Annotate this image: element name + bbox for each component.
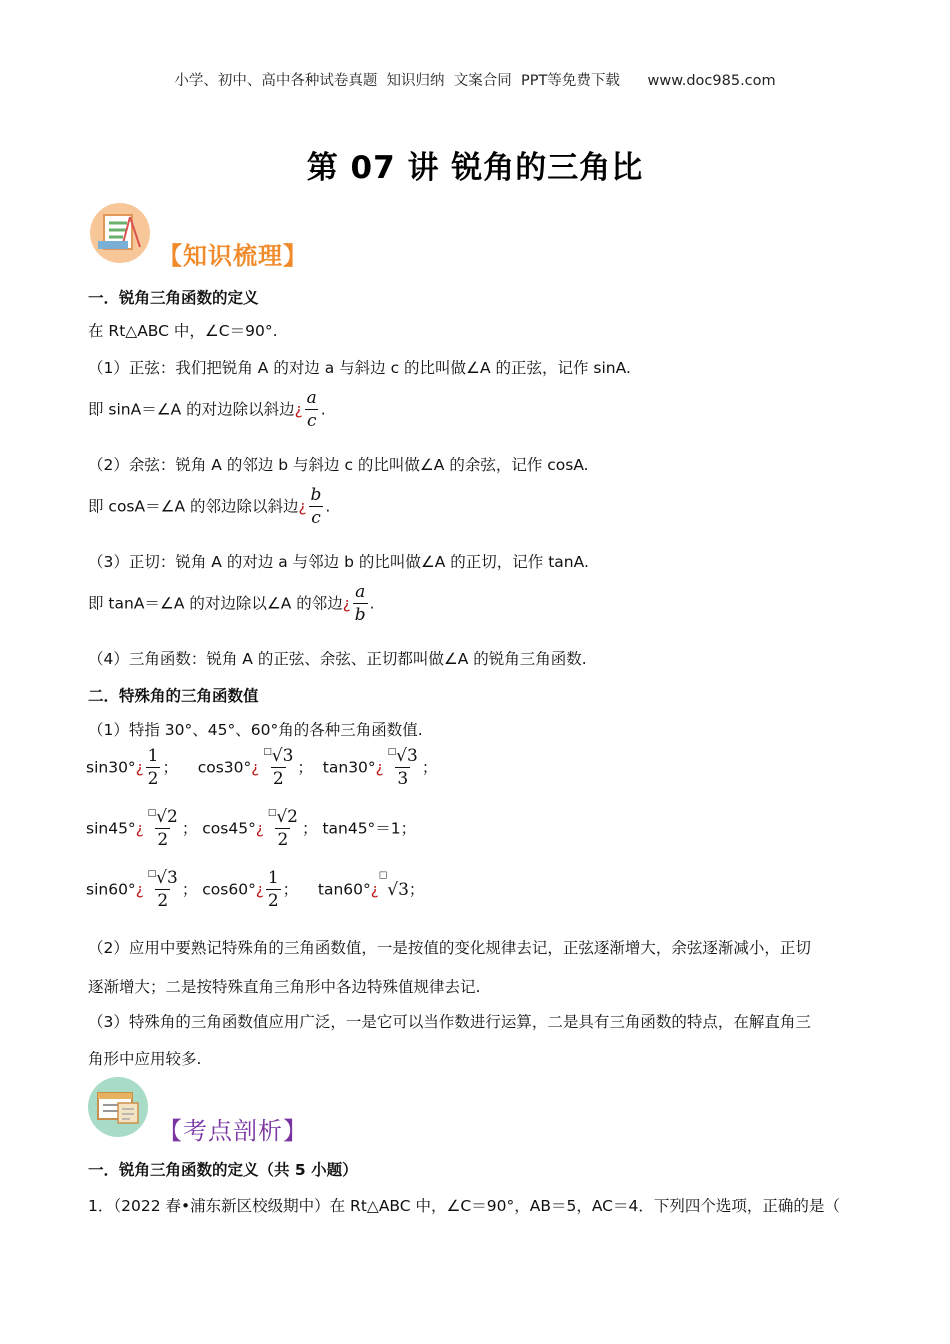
exam-badge-icon (88, 1077, 148, 1137)
numerator (146, 809, 180, 828)
numerator (146, 870, 180, 889)
kp-heading-1: 一．锐角三角函数的定义 (88, 289, 259, 307)
sin45-label: sin45° (86, 819, 136, 838)
numerator: 1 (267, 868, 279, 888)
root-mark: □ (147, 808, 157, 818)
semicolon: ； (181, 819, 198, 838)
kp-para-3-line-2: 角形中应用较多. (88, 1050, 202, 1068)
inv-char: ¿ (251, 758, 260, 777)
page-header: 小学、初中、高中各种试卷真题 知识归纳 文案合同 PPT等免费下载 www.doc985.com (174, 73, 776, 89)
fraction-1-over-2 (266, 870, 281, 910)
root-3: √3 (387, 879, 409, 900)
inv-char: ¿ (255, 880, 264, 899)
root-mark: □ (267, 808, 277, 818)
semicolon: ； (408, 880, 425, 899)
section-heading-knowledge: 【知识梳理】 (158, 242, 308, 270)
fraction-root2-over-2 (266, 809, 300, 849)
kp-heading-2: 二．特殊角的三角函数值 (88, 687, 259, 705)
fraction-a-over-b (353, 584, 368, 624)
numerator: a (306, 388, 317, 408)
denominator: 2 (157, 891, 169, 911)
inv-char: ¿ (375, 758, 384, 777)
values-row-45 (86, 809, 416, 849)
inv-char: ¿ (135, 758, 144, 777)
page-title: 第 07 讲 锐角的三角比 (306, 150, 644, 186)
kp-line-6: （3）正切：锐角 A 的对边 a 与邻边 b 的比叫做∠A 的正切，记作 tanA. (88, 553, 589, 571)
numerator (386, 748, 420, 767)
kp-line-5-text: 即 cosA＝∠A 的邻边除以斜边 (88, 497, 299, 516)
kp-para-2-line-1: （2）应用中要熟记特殊角的三角函数值，一是按值的变化规律去记，正弦逐渐增大，余弦逐渐减小，正切 (88, 939, 811, 957)
fraction-1-over-2 (146, 748, 161, 788)
root-mark: □ (147, 869, 157, 879)
inv-char: ¿ (342, 594, 351, 613)
semicolon: ； (282, 880, 299, 899)
kp-para-2-line-2: 逐渐增大；二是按特殊直角三角形中各边特殊值规律去记. (88, 978, 481, 996)
kp-line-8: （4）三角函数：锐角 A 的正弦、余弦、正切都叫做∠A 的锐角三角函数. (88, 650, 587, 668)
denominator: c (311, 508, 321, 528)
sin60-label: sin60° (86, 880, 136, 899)
root-3: √3 (396, 746, 418, 766)
kp-line-5 (88, 487, 330, 527)
kp-line-4: （2）余弦：锐角 A 的邻边 b 与斜边 c 的比叫做∠A 的余弦，记作 cosA. (88, 456, 589, 474)
tan60-label: tan60° (317, 880, 371, 899)
kp-line-2: （1）正弦：我们把锐角 A 的对边 a 与斜边 c 的比叫做∠A 的正弦，记作 sinA. (88, 359, 631, 377)
exam-heading-1: 一．锐角三角函数的定义（共 5 小题） (88, 1161, 358, 1179)
kp-line-3-text: 即 sinA＝∠A 的对边除以斜边 (88, 400, 295, 419)
numerator: a (355, 582, 366, 602)
fraction-a-over-c (305, 390, 319, 430)
denominator: 2 (157, 830, 169, 850)
root-3-value (378, 870, 409, 900)
cos60-label: cos60° (202, 880, 256, 899)
semicolon: ； (297, 758, 313, 777)
period: . (320, 400, 326, 419)
numerator: b (310, 485, 322, 505)
sin30-label: sin30° (86, 758, 136, 777)
fraction-root3-over-2 (146, 870, 180, 910)
inv-char: ¿ (255, 819, 264, 838)
inv-char: ¿ (135, 880, 144, 899)
knowledge-badge-icon (90, 203, 150, 263)
semicolon: ； (162, 758, 178, 777)
tan30-label: tan30° (322, 758, 376, 777)
root-3: √3 (156, 868, 178, 888)
kp-line-3 (88, 390, 326, 430)
values-row-60 (86, 870, 424, 910)
period: . (325, 497, 331, 516)
kp-line-1: 在 Rt△ABC 中，∠C＝90°. (88, 322, 278, 340)
cos30-label: cos30° (197, 758, 252, 777)
root-mark: □ (378, 870, 388, 880)
root-mark: □ (387, 747, 397, 757)
denominator: 3 (397, 769, 409, 789)
inv-char: ¿ (370, 880, 379, 899)
inv-char: ¿ (298, 497, 307, 516)
semicolon: ； (181, 880, 198, 899)
semicolon: ； (421, 758, 438, 777)
cos45-label: cos45° (202, 819, 256, 838)
tan45-value: tan45°＝1； (322, 819, 417, 838)
root-3: √3 (271, 746, 294, 766)
numerator: 1 (147, 746, 159, 766)
values-row-30 (86, 748, 437, 788)
denominator: 2 (272, 769, 284, 789)
inv-char: ¿ (294, 400, 303, 419)
denominator: c (306, 411, 317, 431)
root-2: √2 (276, 807, 298, 827)
denominator: 2 (277, 830, 289, 850)
inv-char: ¿ (135, 819, 144, 838)
kp-line-7 (88, 584, 375, 624)
root-2: √2 (156, 807, 178, 827)
denominator: 2 (147, 769, 159, 789)
numerator (266, 809, 300, 828)
fraction-root3-over-2 (261, 748, 295, 788)
period: . (369, 594, 375, 613)
kp-para-3-line-1: （3）特殊角的三角函数值应用广泛，一是它可以当作数进行运算，二是具有三角函数的特点，在解直角三 (88, 1013, 811, 1031)
exam-question-1: 1．（2022 春•浦东新区校级期中）在 Rt△ABC 中，∠C＝90°，AB＝5，AC＝4．下列四个选项，正确的是（ (88, 1197, 840, 1215)
fraction-root3-over-3 (386, 748, 420, 788)
kp-line-7-text: 即 tanA＝∠A 的对边除以∠A 的邻边 (88, 594, 343, 613)
denominator: b (354, 605, 366, 625)
denominator: 2 (267, 891, 279, 911)
fraction-root2-over-2 (146, 809, 180, 849)
semicolon: ； (301, 819, 318, 838)
kp-line-9: （1）特指 30°、45°、60°角的各种三角函数值. (88, 721, 423, 739)
section-heading-exam: 【考点剖析】 (158, 1117, 308, 1145)
root-mark: □ (263, 747, 272, 757)
numerator (261, 748, 295, 767)
fraction-b-over-c (309, 487, 324, 527)
